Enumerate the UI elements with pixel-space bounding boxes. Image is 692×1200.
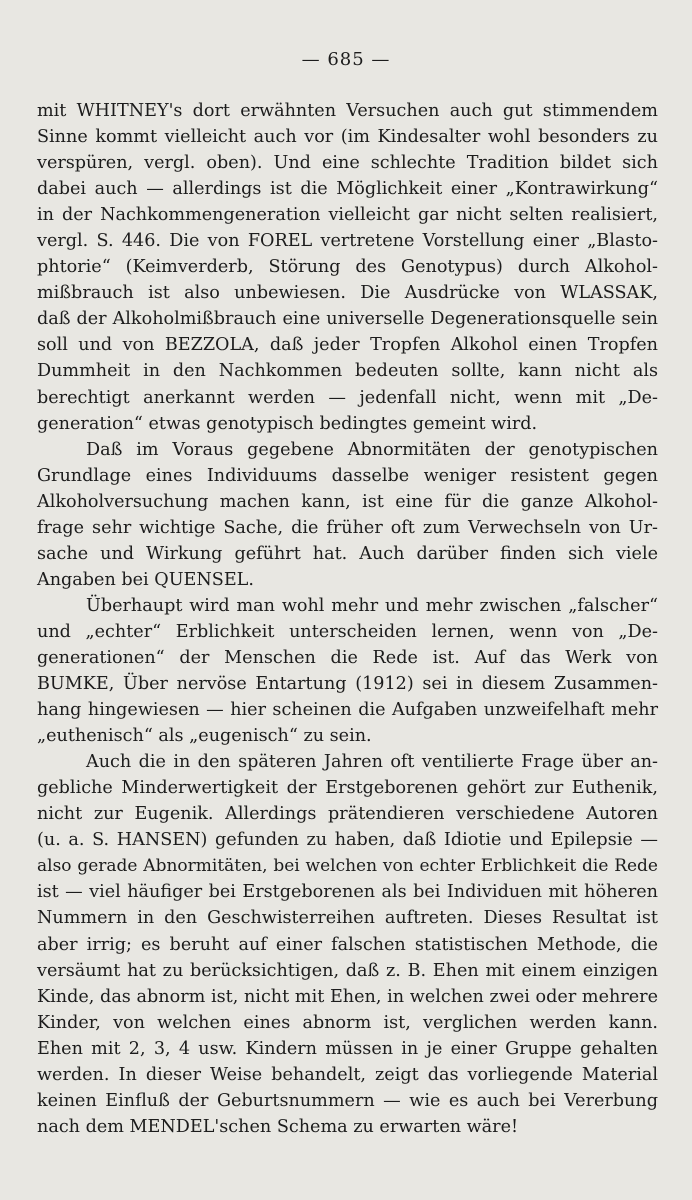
text-line: also gerade Abnormitäten, bei welchen von echter Erblichkeit die Rede — [37, 856, 658, 877]
text-line: nicht zur Eugenik. Allerdings prätendieren verschiedene Autoren — [37, 804, 658, 825]
text-line: in der Nachkommengeneration vielleicht gar nicht selten realisiert, — [37, 205, 658, 226]
text-line: Alkoholversuchung machen kann, ist eine für die ganze Alkohol- — [37, 491, 658, 512]
text-line: Auch die in den späteren Jahren oft ventilierte Frage über an- — [86, 752, 658, 773]
text-line: Überhaupt wird man wohl mehr und mehr zwischen „falscher“ — [86, 595, 658, 616]
text-line: nach dem MENDEL'schen Schema zu erwarten wäre! — [37, 1116, 519, 1137]
text-line: werden. In dieser Weise behandelt, zeigt das vorliegende Material — [37, 1064, 658, 1085]
text-line: Ehen mit 2, 3, 4 usw. Kindern müssen in je einer Gruppe gehalten — [37, 1038, 658, 1059]
text-line: generation“ etwas genotypisch bedingtes gemeint wird. — [37, 413, 538, 434]
body-text — [37, 98, 658, 1140]
text-line: versäumt hat zu berücksichtigen, daß z. B. Ehen mit einem einzigen — [37, 960, 658, 981]
text-line: Kinde, das abnorm ist, nicht mit Ehen, in welchen zwei oder mehrere — [37, 986, 658, 1007]
text-line: dabei auch — allerdings ist die Möglichkeit einer „Kontrawirkung“ — [37, 179, 658, 200]
text-line: BUMKE, Über nervöse Entartung (1912) sei in diesem Zusammen- — [37, 674, 658, 695]
page-number: — 685 — — [301, 49, 391, 70]
text-line: (u. a. S. HANSEN) gefunden zu haben, daß Idiotie und Epilepsie — — [37, 830, 658, 851]
text-line: hang hingewiesen — hier scheinen die Aufgaben unzweifelhaft mehr — [37, 700, 658, 721]
text-line: phtorie“ (Keimverderb, Störung des Genotypus) durch Alkohol- — [37, 257, 658, 278]
text-line: Grundlage eines Individuums dasselbe weniger resistent gegen — [37, 465, 658, 486]
text-line: vergl. S. 446. Die von FOREL vertretene Vorstellung einer „Blasto- — [37, 231, 658, 252]
text-line: Angaben bei QUENSEL. — [37, 569, 254, 590]
text-line: Dummheit in den Nachkommen bedeuten sollte, kann nicht als — [37, 361, 658, 382]
text-line: Kinder, von welchen eines abnorm ist, verglichen werden kann. — [37, 1012, 658, 1033]
text-line: frage sehr wichtige Sache, die früher oft zum Verwechseln von Ur- — [37, 517, 658, 538]
text-line: berechtigt anerkannt werden — jedenfall nicht, wenn mit „De- — [37, 387, 658, 408]
text-line: aber irrig; es beruht auf einer falschen statistischen Methode, die — [37, 934, 658, 955]
text-line: gebliche Minderwertigkeit der Erstgeborenen gehört zur Euthenik, — [37, 778, 658, 799]
text-line: verspüren, vergl. oben). Und eine schlechte Tradition bildet sich — [37, 153, 658, 174]
text-line: mißbrauch ist also unbewiesen. Die Ausdrücke von WLASSAK, — [37, 283, 658, 304]
text-line: soll und von BEZZOLA, daß jeder Tropfen Alkohol einen Tropfen — [37, 335, 658, 356]
text-line: ist — viel häufiger bei Erstgeborenen als bei Individuen mit höheren — [37, 882, 658, 903]
text-line: Nummern in den Geschwisterreihen auftreten. Dieses Resultat ist — [37, 908, 658, 929]
text-line: mit WHITNEY's dort erwähnten Versuchen auch gut stimmendem — [37, 101, 658, 121]
text-line: Daß im Voraus gegebene Abnormitäten der genotypischen — [86, 439, 658, 460]
text-line: keinen Einfluß der Geburtsnummern — wie es auch bei Vererbung — [37, 1090, 658, 1111]
text-line: und „echter“ Erblichkeit unterscheiden lernen, wenn von „De- — [37, 621, 658, 642]
text-line: generationen“ der Menschen die Rede ist. Auf das Werk von — [37, 647, 658, 668]
text-line: „euthenisch“ als „eugenisch“ zu sein. — [37, 726, 372, 747]
text-line: Sinne kommt vielleicht auch vor (im Kindesalter wohl besonders zu — [37, 127, 658, 148]
text-line: daß der Alkoholmißbrauch eine universelle Degenerationsquelle sein — [37, 309, 658, 330]
text-line: sache und Wirkung geführt hat. Auch darüber finden sich viele — [37, 543, 658, 564]
